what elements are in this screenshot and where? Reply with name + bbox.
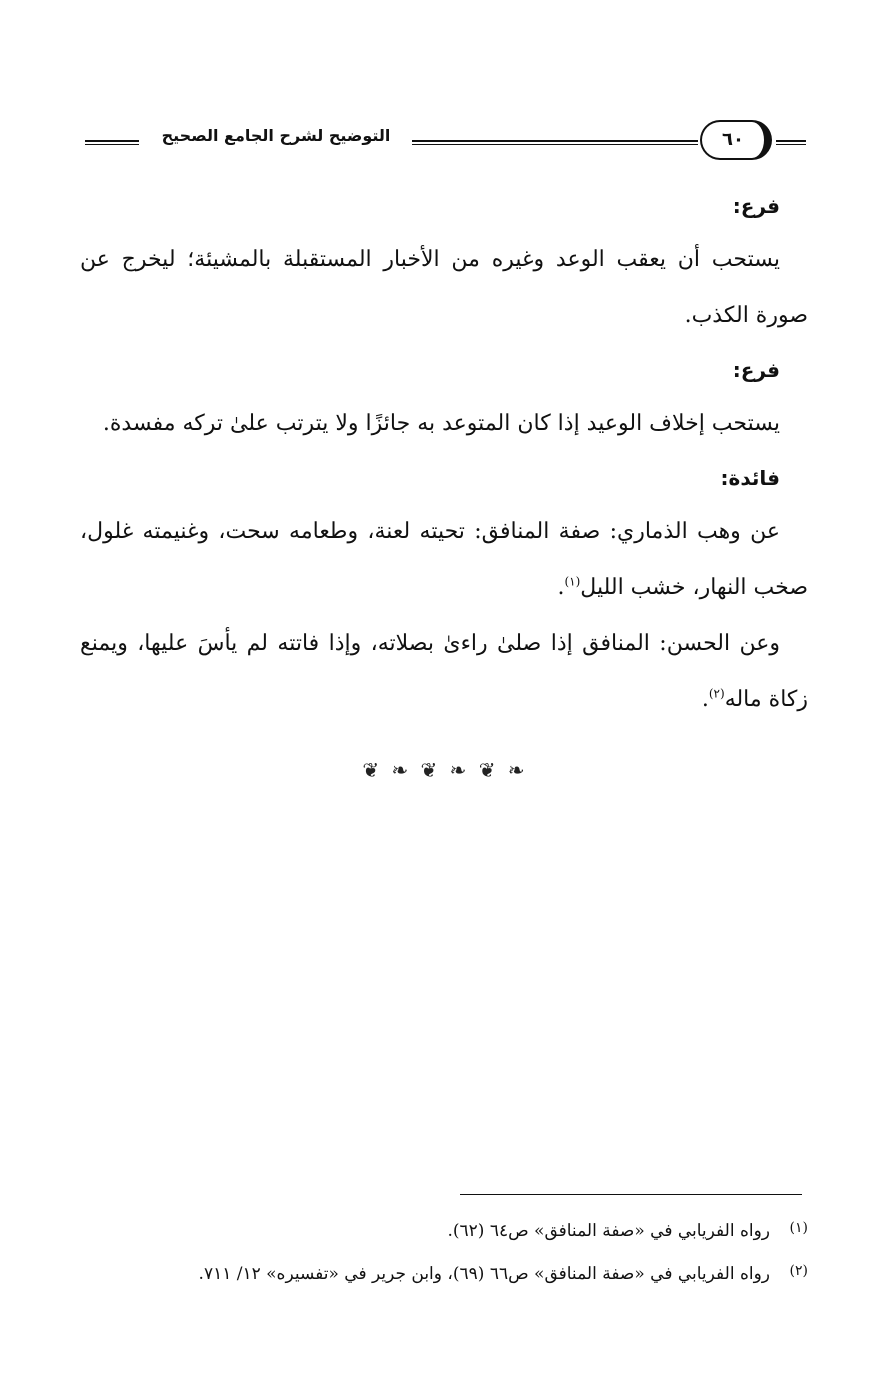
footnote-2 xyxy=(80,1251,808,1294)
header-rule-left xyxy=(85,140,139,145)
paragraph-2: يستحب إخلاف الوعيد إذا كان المتوعد به جائزًا ولا يترتب علىٰ تركه مفسدة. xyxy=(102,411,780,436)
paragraph-4-text: وعن الحسن: المنافق إذا صلىٰ راءىٰ بصلاته، وإذا فاتته لم يأسَ عليها، ويمنع زكاة ماله xyxy=(80,631,808,712)
footnote-ref-1: (١) xyxy=(564,574,581,589)
footnote-ref-2: (٢) xyxy=(708,686,725,701)
paragraph-4-end: . xyxy=(701,687,709,712)
paragraph-3-text: عن وهب الذماري: صفة المنافق: تحيته لعنة، وطعامه سحت، وغنيمته غلول، صخب النهار، خشب الليل xyxy=(80,519,808,600)
ornament-divider-icon: ❦ ❧ ❦ ❧ ❦ ❧ xyxy=(362,758,528,782)
paragraph-1: يستحب أن يعقب الوعد وغيره من الأخبار المستقبلة بالمشيئة؛ ليخرج عن صورة الكذب. xyxy=(80,247,808,328)
footnote-marker-1: (١) xyxy=(789,1220,808,1236)
paragraph-4 xyxy=(80,616,808,728)
running-title: التوضيح لشرح الجامع الصحيح xyxy=(161,126,391,145)
header-rule-middle xyxy=(412,140,698,145)
footnote-separator xyxy=(460,1194,802,1195)
paragraph-3 xyxy=(80,504,808,616)
header-rule-right xyxy=(776,140,806,145)
section-heading-2: فرع: xyxy=(732,358,780,382)
footnotes xyxy=(80,1208,808,1294)
footnote-1 xyxy=(80,1208,808,1251)
footnote-marker-2: (٢) xyxy=(789,1263,808,1279)
page-header xyxy=(80,116,808,166)
footnote-text-1: رواه الفريابي في «صفة المنافق» ص٦٤ (٦٢). xyxy=(447,1221,770,1241)
footnote-text-2: رواه الفريابي في «صفة المنافق» ص٦٦ (٦٩)، وابن جرير في «تفسيره» ١٢/ ٧١١. xyxy=(198,1264,770,1284)
section-heading-1: فرع: xyxy=(732,194,780,218)
page-number-badge: ٦٠ xyxy=(700,120,772,160)
section-heading-3: فائدة: xyxy=(720,466,780,490)
paragraph-3-end: . xyxy=(557,575,565,600)
main-text xyxy=(80,180,808,728)
